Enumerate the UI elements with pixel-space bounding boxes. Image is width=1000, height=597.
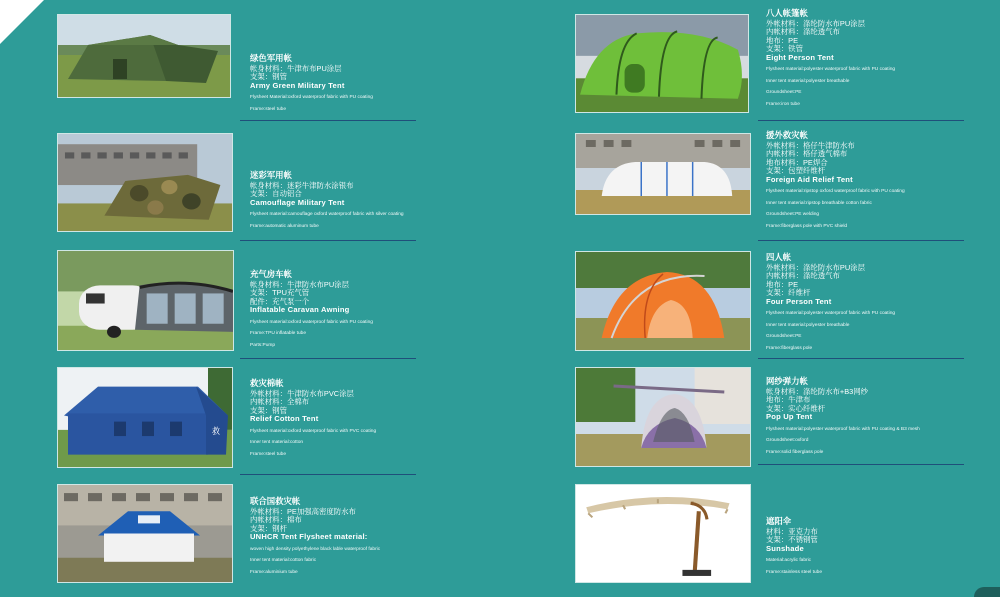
separator-line	[240, 358, 416, 359]
product-title-cn: 充气房车帐	[250, 269, 292, 279]
spec-line-en: Frame:TPU inflatable tube	[250, 331, 306, 337]
spec-line-en: Inner tent material:polyester breathable	[766, 78, 850, 84]
spec-line-cn: 外帐材料：格仔牛津防水布	[766, 140, 855, 150]
spec-line-cn: 外帐材料：涤纶防水布PU涂层	[766, 262, 865, 272]
spec-line-en: Groundsheet:oxford	[766, 438, 809, 444]
product-title-en: UNHCR Tent Flysheet material:	[250, 532, 368, 542]
spec-line-en: Flysheet material:oxford waterproof fabric with PVC coating	[250, 428, 377, 434]
product-text	[766, 377, 920, 455]
spec-line-cn: 支架：纤维杆	[766, 288, 811, 298]
spec-line-cn: 帐身材料：牛津防水布PU涂层	[250, 279, 349, 289]
product-title-cn: 遮阳伞	[766, 516, 792, 526]
product-title-cn: 援外救灾帐	[766, 130, 808, 140]
spec-line-en: Groundsheet:PE welding	[766, 212, 820, 218]
product-title-en: Relief Cotton Tent	[250, 414, 319, 424]
spec-line-en: Groundsheet:PE	[766, 334, 802, 340]
product-text	[250, 379, 376, 457]
spec-line-cn: 内帐材料：全棉布	[250, 397, 310, 407]
spec-line-en: Frame:steel tube	[250, 451, 286, 457]
product-photo	[57, 484, 233, 583]
spec-line-en: Flysheet material:camouflage oxford waterproof fabric with silver coating	[250, 212, 404, 218]
product-text	[766, 9, 895, 108]
spec-line-en: Flysheet material:ripstop oxford waterproof fabric with PU coating	[766, 189, 905, 195]
spec-line-cn: 支架：TPU充气管	[250, 288, 310, 298]
spec-line-cn: 外帐材料：牛津防水布PVC涂层	[250, 388, 354, 398]
spec-line-cn: 外帐材料：PE加强高密度防水布	[250, 506, 356, 516]
spec-line-cn: 内帐材料：涤纶透气布	[766, 271, 840, 281]
separator-line	[758, 240, 964, 241]
product-title-cn: 网纱弹力帐	[766, 376, 808, 386]
spec-line-cn: 支架：钢管	[250, 405, 287, 415]
separator-line	[758, 120, 964, 121]
product-title-en: Camouflage Military Tent	[250, 197, 345, 207]
spec-line-cn: 支架：自动铝合	[250, 189, 302, 199]
product-photo	[575, 251, 751, 351]
spec-line-en: Frame:automatic aluminum tube	[250, 223, 319, 229]
svg-text:救: 救	[212, 425, 220, 437]
product-title-en: Inflatable Caravan Awning	[250, 305, 350, 315]
spec-line-cn: 地布：PE	[766, 35, 799, 45]
product-text	[766, 517, 822, 575]
spec-line-cn: 地布：PE	[766, 279, 799, 289]
product-photo	[575, 484, 751, 583]
spec-line-en: Groundsheet:PE	[766, 90, 802, 96]
spec-line-en: Frame:solid fiberglass pole	[766, 449, 824, 455]
spec-line-en: Flysheet material:oxford waterproof fabric with PU coating	[250, 319, 373, 325]
page-corner-mark	[974, 587, 1000, 597]
spec-line-cn: 帐身材料：迷彩牛津防水涂银布	[250, 180, 354, 190]
product-photo	[57, 250, 234, 351]
product-text	[766, 131, 905, 230]
spec-line-en: Frame:aluminium tube	[250, 569, 298, 575]
spec-line-cn: 帐身材料：涤纶防水布+B3网纱	[766, 386, 869, 396]
spec-line-cn: 地布：牛津布	[766, 395, 811, 405]
product-photo	[57, 367, 233, 468]
spec-line-cn: 支架：包塑纤维杆	[766, 166, 826, 176]
product-photo	[575, 14, 749, 113]
spec-line-en: Frame:fiberglass pole with PVC shield	[766, 223, 848, 229]
spec-line-en: Flysheet material:polyester waterproof fabric with PU coating & B3 mesh	[766, 426, 920, 432]
spec-line-en: Parts:Pump	[250, 342, 276, 348]
product-text	[250, 497, 380, 575]
product-text	[250, 270, 373, 348]
product-title-en: Sunshade	[766, 543, 804, 553]
spec-line-en: Inner tent material:cotton fabric	[250, 558, 317, 564]
product-title-cn: 救灾棉帐	[250, 378, 284, 388]
spec-line-en: Flysheet material:polyester waterproof fabric with PU coating	[766, 67, 896, 73]
product-title-en: Foreign Aid Relief Tent	[766, 174, 853, 184]
product-title-en: Pop Up Tent	[766, 412, 813, 422]
product-title-cn: 四人帐	[766, 252, 792, 262]
spec-line-en: Flysheet Material:oxford waterproof fabric with PU coating	[250, 95, 373, 101]
spec-line-cn: 支架：不锈钢管	[766, 535, 818, 545]
product-title-en: Four Person Tent	[766, 296, 832, 306]
spec-line-cn: 外帐材料：涤纶防水布PU涂层	[766, 18, 865, 28]
spec-line-cn: 材料：亚克力布	[766, 526, 818, 536]
spec-line-en: woven high density polyethylene black lable waterproof fabric	[250, 546, 381, 552]
spec-line-en: Inner tent material:polyester breathable	[766, 322, 850, 328]
separator-line	[758, 464, 964, 465]
product-title-en: Army Green Military Tent	[250, 80, 345, 90]
product-photo	[575, 367, 751, 467]
separator-line	[240, 120, 416, 121]
spec-line-en: Flysheet material:polyester waterproof fabric with PU coating	[766, 311, 896, 317]
spec-line-cn: 支架：钢杆	[250, 523, 287, 533]
product-title-cn: 迷彩军用帐	[250, 170, 292, 180]
product-text	[766, 253, 895, 352]
spec-line-cn: 内帐材料：棉布	[250, 515, 302, 525]
separator-line	[758, 358, 964, 359]
product-title-en: Eight Person Tent	[766, 52, 834, 62]
spec-line-en: Frame:iron tube	[766, 101, 800, 107]
spec-line-cn: 支架：钢管	[250, 72, 287, 82]
spec-line-en: Inner tent material:ripstop breathable cotton fabric	[766, 200, 872, 206]
spec-line-cn: 支架：铁管	[766, 44, 803, 54]
spec-line-en: Material:acrylic fabric	[766, 558, 812, 564]
spec-line-cn: 帐身材料：牛津布布PU涂层	[250, 63, 342, 73]
product-photo	[57, 133, 233, 232]
spec-line-en: Frame:fiberglass pole	[766, 345, 813, 351]
separator-line	[240, 474, 416, 475]
spec-line-en: Inner tent material:cotton	[250, 440, 304, 446]
product-photo	[57, 14, 231, 98]
product-title-cn: 绿色军用帐	[250, 53, 292, 63]
product-text	[250, 54, 373, 112]
spec-line-cn: 地布材料：PE焊合	[766, 157, 828, 167]
product-title-cn: 八人帐篷帐	[766, 8, 808, 18]
product-photo	[575, 133, 751, 215]
product-text	[250, 171, 404, 229]
spec-line-en: Frame:steel tube	[250, 106, 286, 112]
separator-line	[240, 240, 416, 241]
spec-line-cn: 配件：充气泵一个	[250, 296, 310, 306]
spec-line-cn: 支架：实心纤维杆	[766, 403, 826, 413]
product-title-cn: 联合国救灾帐	[250, 496, 301, 506]
spec-line-cn: 内帐材料：格仔透气棉布	[766, 149, 848, 159]
spec-line-en: Frame:stainless steel tube	[766, 569, 822, 575]
page-corner-fold	[0, 0, 44, 44]
spec-line-cn: 内帐材料：涤纶透气布	[766, 27, 840, 37]
